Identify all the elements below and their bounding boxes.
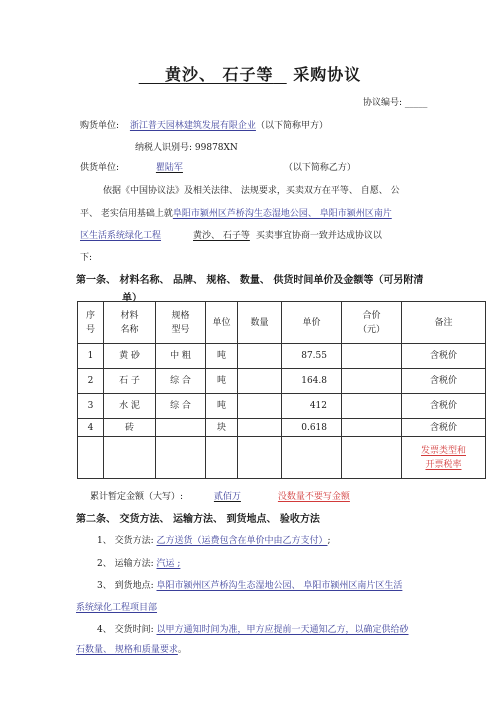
cell-unit: 块 — [206, 419, 238, 437]
cell-name: 水 泥 — [104, 394, 156, 419]
cell-price — [282, 437, 342, 479]
cell-seq: 2 — [78, 369, 104, 394]
table-row — [78, 437, 486, 479]
delivery-method-end: ; — [327, 536, 331, 546]
header-price: 单价 — [282, 302, 342, 344]
delivery-time-value-cont: 石数量、 规格和质量要求 — [76, 645, 178, 655]
transport-method-line — [97, 556, 180, 569]
header-qty: 数量 — [238, 302, 282, 344]
tax-id: 纳税人识别号: 99878XN — [135, 143, 238, 153]
project-name-part1: 阜阳市颍州区芦桥沟生态湿地公园、 阜阳市颍州区南片 — [172, 209, 392, 219]
delivery-location-value: 阜阳市颍州区芦桥沟生态湿地公园、 阜阳市颍州区南片区生活 — [156, 581, 403, 591]
cell-name: 石 子 — [104, 369, 156, 394]
cell-seq: 4 — [78, 419, 104, 437]
buyer-name: 浙江普天园林建筑发展有限企业 — [129, 121, 256, 131]
table-header-row — [78, 302, 486, 344]
delivery-method-line — [97, 533, 331, 546]
article-2-heading: 第二条、 交货方法、 运输方法、 到货地点、 验收方法 — [76, 514, 320, 525]
table-row — [78, 419, 486, 437]
invoice-type-note: 发票类型和 开票税率 — [402, 437, 486, 479]
cell-qty — [238, 419, 282, 437]
title-prefix: 黄沙、 石子等 — [164, 65, 274, 84]
delivery-time-line — [97, 622, 409, 635]
cell-spec — [156, 419, 206, 437]
supplier-note: （以下简称乙方） — [283, 163, 356, 173]
materials-table — [77, 301, 486, 479]
cell-qty — [238, 344, 282, 369]
materials-name: 黄沙、 石子等 — [193, 231, 250, 241]
intro-2a: 平、 老实信用基础上就 — [80, 209, 173, 219]
cell-name: 砖 — [104, 419, 156, 437]
total-label: 累计暂定金额（大写）: — [90, 492, 184, 502]
project-name-part2: 区生活系统绿化工程 — [80, 231, 162, 241]
cell-qty — [238, 369, 282, 394]
delivery-time-value: 以甲方通知时间为准，甲方应提前一天通知乙方，以确定供给砂 — [156, 625, 409, 635]
cell-total — [342, 437, 402, 479]
delivery-method-value: 乙方送货（运费包含在单价中由乙方支付） — [156, 536, 328, 546]
supplier-name: 瞿陆军 — [155, 163, 183, 173]
transport-method-label: 2、 运输方法: — [97, 559, 154, 569]
cell-price: 87.55 — [282, 344, 342, 369]
cell-spec: 中 粗 — [156, 344, 206, 369]
delivery-location-label: 3、 到货地点: — [97, 581, 154, 591]
buyer-line — [80, 118, 328, 131]
buyer-label: 购货单位: — [80, 121, 120, 131]
delivery-time-label: 4、 交货时间: — [97, 625, 154, 635]
delivery-location-line — [97, 578, 402, 591]
cell-unit: 吨 — [206, 344, 238, 369]
cell-total — [342, 344, 402, 369]
cell-seq: 1 — [78, 344, 104, 369]
header-seq: 序 号 — [78, 302, 104, 344]
cell-spec — [156, 437, 206, 479]
intro-line-3 — [80, 228, 382, 241]
buyer-note: （以下简称甲方） — [255, 121, 328, 131]
cell-seq: 3 — [78, 394, 104, 419]
cell-price: 412 — [282, 394, 342, 419]
intro-line-4: 下: — [80, 253, 93, 263]
cell-price: 0.618 — [282, 419, 342, 437]
delivery-location-cont — [76, 600, 157, 613]
header-total: 合价 （元） — [342, 302, 402, 344]
supplier-label: 供货单位: — [80, 163, 120, 173]
total-value: 贰佰万 — [213, 492, 241, 502]
cell-remark: 含税价 — [402, 344, 486, 369]
cell-total — [342, 369, 402, 394]
cell-remark: 含税价 — [402, 394, 486, 419]
delivery-location-value-cont: 系统绿化工程项目部 — [76, 603, 158, 613]
intro-line-1: 依据《中国协议法》及相关法律、 法规要求，买卖双方在平等、 自愿、 公 — [103, 186, 400, 196]
cell-remark: 含税价 — [402, 369, 486, 394]
cell-unit: 吨 — [206, 394, 238, 419]
title-suffix: 采购协议 — [293, 65, 362, 84]
table-row — [78, 369, 486, 394]
delivery-time-end: 。 — [177, 645, 187, 655]
cell-spec: 综 合 — [156, 394, 206, 419]
cell-qty — [238, 394, 282, 419]
cell-unit — [206, 437, 238, 479]
cell-name: 黄 砂 — [104, 344, 156, 369]
header-material: 材料 名称 — [104, 302, 156, 344]
table-row — [78, 344, 486, 369]
cell-total — [342, 394, 402, 419]
cell-price: 164.8 — [282, 369, 342, 394]
delivery-method-label: 1、 交货方法: — [97, 536, 154, 546]
cell-unit: 吨 — [206, 369, 238, 394]
header-unit: 单位 — [206, 302, 238, 344]
cell-total — [342, 419, 402, 437]
header-spec: 规格 型号 — [156, 302, 206, 344]
document-title — [0, 62, 500, 85]
cell-remark: 含税价 — [402, 419, 486, 437]
article-1-heading: 第一条、 材料名称、 品牌、 规格、 数量、 供货时间单价及金额等（可另附清 — [76, 275, 424, 286]
article-1-heading-cont: 单） — [122, 293, 142, 304]
agreement-number: 协议编号: _____ — [363, 98, 428, 108]
delivery-time-cont — [76, 642, 187, 655]
intro-line-2 — [80, 206, 392, 219]
cell-spec: 综 合 — [156, 369, 206, 394]
header-remark: 备注 — [402, 302, 486, 344]
supplier-line — [80, 160, 356, 173]
cell-name — [104, 437, 156, 479]
total-amount-line — [90, 489, 400, 502]
intro-3c: 买卖事宜协商一致并达成协议以 — [255, 231, 382, 241]
transport-method-value: 汽运 ; — [156, 559, 181, 569]
total-note: 没数量不要写金额 — [277, 492, 350, 502]
cell-qty — [238, 437, 282, 479]
table-row — [78, 394, 486, 419]
cell-seq — [78, 437, 104, 479]
